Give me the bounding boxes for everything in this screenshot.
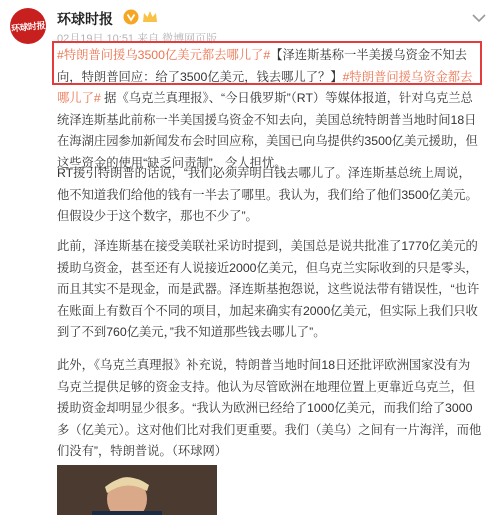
topic-link[interactable]: #特朗普问援乌3500亿美元都去哪儿了# xyxy=(57,48,271,62)
author-name[interactable]: 环球时报 xyxy=(57,11,113,27)
body-text: 据 xyxy=(100,91,117,105)
body-text: 此外， xyxy=(57,358,94,372)
chevron-down-icon[interactable] xyxy=(470,12,488,24)
post-paragraph-3: 此前，泽连斯基在接受美联社采访时提到，美国总是说共批准了1770亿美元的援助乌资金，甚至还有人说接近2000亿美元，但乌克兰实际收到的只是零头，而且其实不是现金，而是武器。泽连斯基抱怨说，这些说法带有错误性，“也许在账面上有数百个不同的项目，加起来确实有2000亿美元，但实际上我们只收到了不到760亿美元，”我不知道那些钱去哪儿了”。 xyxy=(57,239,480,339)
post-meta: 02月19日 10:51 来自 微博网页版 xyxy=(57,33,218,45)
headline-text: 【泽连斯基称一半美援乌资金不知去向，特朗普回应：给了3500亿美元，钱去哪儿了？】 xyxy=(57,48,467,84)
source-name: 《乌克兰真理报》 xyxy=(93,358,187,372)
post-paragraph-2: RT援引特朗普的话说，“我们必须弄明白钱去哪儿了。泽连斯基总统上周说，他不知道我们给他的钱有一半去了哪里。我认为，我们给了他们3500亿美元。但假设少于这个数字，那也不少了”。 xyxy=(57,166,478,223)
topic-link[interactable]: #特朗普问援乌资金都去哪儿了# xyxy=(57,69,473,105)
body-text: 补充说，特朗普当地时间18日还批评欧洲国家没有为乌克兰提供足够的资金支持。他认为尽管欧洲在地理位置上更靠近乌克兰，但援助资金却明显少很多。“我认为欧洲已经给了1000亿美元，而我们给了3000多（亿美元）。这对他们比对我们更重要。我们（美乌）之间有一片海洋，而他们没有”，特朗普说。（环球网） xyxy=(57,358,482,458)
avatar[interactable] xyxy=(10,8,46,44)
body-text: 、“今日俄罗斯”（RT）等媒体报道，针对乌克兰总统泽连斯基此前称一半美国援乌资金不知去向，美国总统特朗普当地时间18日在海湖庄园参加新闻发布会时回应称，美国已向乌提供约3500亿美元援助，但这些资金的使用“缺乏问责制”，令人担忧。 xyxy=(57,91,478,170)
post-paragraph-1 xyxy=(57,45,482,174)
photo-thumbnail xyxy=(57,465,217,515)
crown-badge-icon xyxy=(142,10,158,24)
post-image[interactable] xyxy=(57,465,217,515)
source-name: 《乌克兰真理报》 xyxy=(116,91,209,105)
avatar-logo-text: 环球时报 xyxy=(10,20,46,35)
verified-badge-icon xyxy=(123,9,139,25)
